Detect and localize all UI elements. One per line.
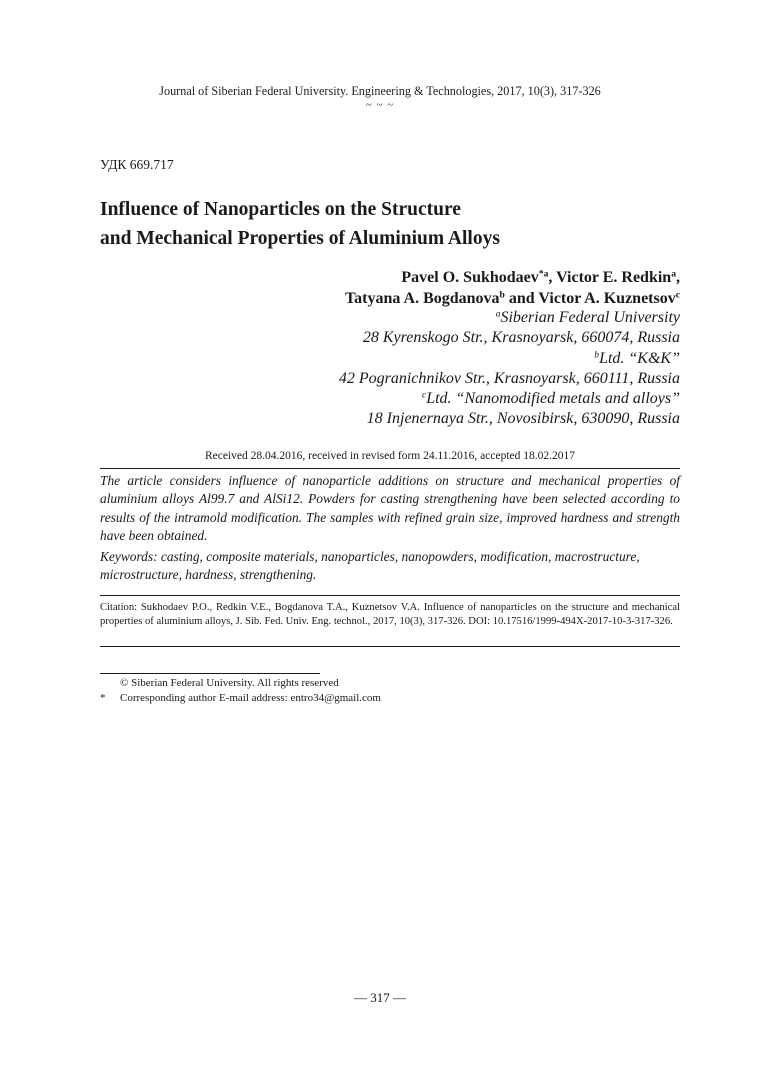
- divider: [100, 595, 680, 596]
- abstract: The article considers influence of nanoparticle additions on structure and mechanical properties of aluminium alloys Al99.7 and AlSi12. Powders for casting strengthening have been selected according to results of the intramold modification. The samples with refined grain size, improved hardness and strength have been obtained.: [100, 473, 680, 543]
- affiliation-name-text: Ltd. “K&K”: [599, 349, 680, 367]
- journal-header: Journal of Siberian Federal University. Engineering & Technologies, 2017, 10(3), 317-326: [159, 84, 601, 98]
- author-sup: a: [671, 268, 676, 280]
- page-number: — 317 —: [354, 990, 406, 1005]
- affiliation-name-text: Ltd. “Nanomodified metals and alloys”: [426, 390, 680, 408]
- author-name: Pavel O. Sukhodaev: [401, 269, 539, 286]
- received-dates: Received 28.04.2016, received in revised form 24.11.2016, accepted 18.02.2017: [204, 450, 576, 462]
- header-ornament: ~ ~ ~: [365, 99, 395, 111]
- corresponding-author-footnote: [100, 692, 381, 704]
- affiliation-name: [339, 349, 680, 369]
- author-sup: b: [499, 289, 505, 301]
- author-sup: *a: [538, 268, 549, 280]
- title-line-2: and Mechanical Properties of Aluminium Alloys: [100, 228, 500, 249]
- copyright-footnote: © Siberian Federal University. All rights reserved: [120, 677, 339, 689]
- affiliation-name: [339, 308, 680, 328]
- affiliation-name-text: Siberian Federal University: [500, 309, 680, 326]
- affiliation-sup: b: [594, 348, 600, 360]
- affiliation-sup: a: [495, 308, 501, 320]
- affiliations: [339, 308, 680, 430]
- footnote-mark: *: [100, 692, 106, 704]
- citation: Citation: Sukhodaev P.O., Redkin V.E., Bogdanova T.A., Kuznetsov V.A. Influence of nanoparticles on the structure and mechanical properties of aluminium alloys, J. Sib. Fed. Univ. Eng. technol., 2017, 10(3), 317-326. DOI: 10.17516/1999-494X-2017-10-3-317-326.: [100, 602, 680, 628]
- keywords: Keywords: casting, composite materials, nanoparticles, nanopowders, modification, macrostructure, microstructure, hardness, strengthening.: [100, 549, 640, 583]
- author-sup: c: [675, 289, 680, 301]
- paper-title: [100, 195, 660, 253]
- author-line-1: [345, 267, 680, 288]
- author-name: Victor E. Redkin: [556, 269, 672, 286]
- author-name: Tatyana A. Bogdanova: [344, 290, 500, 307]
- affiliation-name: [339, 389, 680, 409]
- author-list: [345, 267, 680, 309]
- affiliation-address: 28 Kyrenskogo Str., Krasnoyarsk, 660074, Russia: [362, 329, 680, 347]
- divider: [100, 646, 680, 647]
- udk-code: УДК 669.717: [100, 157, 174, 172]
- corresponding-author-text: Corresponding author E-mail address: entro34@gmail.com: [120, 692, 381, 704]
- divider: [100, 468, 680, 469]
- author-sep: ,: [676, 269, 680, 286]
- author-sep: and: [504, 290, 539, 307]
- author-name: Victor A. Kuznetsov: [538, 290, 676, 307]
- title-line-1: Influence of Nanoparticles on the Structure: [100, 199, 461, 220]
- author-line-2: [345, 288, 680, 309]
- author-sep: ,: [548, 269, 557, 286]
- affiliation-address: 18 Injenernaya Str., Novosibirsk, 630090, Russia: [366, 410, 680, 428]
- affiliation-sup: c: [421, 389, 427, 401]
- footnote-divider: [100, 673, 320, 674]
- affiliation-address: 42 Pogranichnikov Str., Krasnoyarsk, 660111, Russia: [338, 369, 680, 387]
